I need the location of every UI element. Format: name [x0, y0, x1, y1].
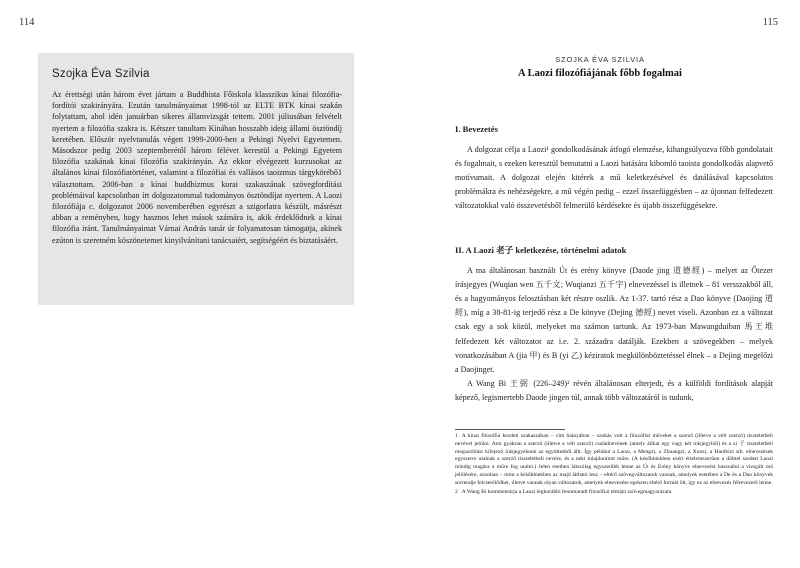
paragraph: A Wang Bi 王弼 (226–249)² révén általánosan elterjedt, és a külföldi fordítások alapját képező, legismertebb Daode jingen túl, annak több változatáról is tudunk, [455, 378, 773, 402]
author-bio-box [38, 53, 354, 305]
bio-author-name: Szojka Éva Szilvia [52, 68, 150, 80]
article-author: SZOJKA ÉVA SZILVIA [555, 55, 645, 64]
paragraph: A dolgozat célja a Laozi¹ gondolkodásának átfogó elemzése, kihangsúlyozva főbb gondolatait és fogalmait, s ezeken keresztül bemutatni a Laozi hatására kibomló taoista gondolkodás alapvető motívumait. A dolgozat elején kitérek a mű keletkezésével és datálásával kapcsolatos problémákra és nehézségekre, a mű végén pedig – ezzel összefüggésben – az újonnan felfedezett változatokkal való összevetésből felmerülő kérdésekre és újabb összefüggésekre. [455, 145, 773, 211]
right-page [400, 0, 800, 568]
footnote-divider [455, 429, 565, 430]
article-title: A Laozi filozófiájának főbb fogalmai [518, 68, 682, 79]
section-introduction [455, 122, 773, 214]
footnote [455, 433, 773, 488]
footnote-text: A Wang Bi kommentárja a Laozi legkorábbi fennmaradt filozófiai témájú szövegmagyarázata. [461, 488, 673, 495]
footnote-text: A kínai filozófia kezdeti szakaszában – cím hiányában – szokás volt a filozófiai műveket a szerző (illetve a vélt szerző) tiszteletbeli nevével jelölni. Ami gyakran a szerző (illetve a vélt szerző) családnevének (amely állhat egy vagy két írásjegyből) és a zi 子 tiszteletbeli megszólítást kifejező írásjegyeknek az együttesből állt. Így például a Laozi, a Mengzi, a Zhuangzi, a Xunzi, a Hanfeizi stb. elnevezések egyszerre utalnak a szerző tiszteletbeli nevére, és a neki tulajdonított műre. (A későbbiekben ezért értelemszerűen a dőlttel szedett Laozi mindig magára a műre fog utalni.) Jelen esetben látszólag egyszerűbb lenne az Út és Erény könyve elnevezést használni a vizsgált mű jelölésére, azonban – mint a későbbiekben az majd látható lesz – eltérő szövegváltozatok vannak, amelyek esetében a De és a Dao könyvek sorrendje felcserélődhet, illetve vannak olyan változatok, amelyek elnevezése egészen eltérő formát ölt, így ez az elnevezés félrevezető lenne. [455, 433, 773, 486]
section-heading: II. A Laozi 老子 keletkezése, történelmi adatok [455, 245, 627, 255]
footnote-number: 2 [455, 488, 458, 495]
page-number-left: 114 [19, 17, 35, 28]
section-origins [455, 243, 773, 405]
footnote-number: 1 [455, 433, 458, 439]
page-number-right: 115 [762, 17, 778, 28]
section-heading: I. Bevezetés [455, 124, 498, 134]
paragraph: A ma általánosan használt Út és erény könyve (Daode jing 道德經) – melyet az Őtezer írásjegyes (Wuqian wen 五千文; Wuqianzi 五千字) elnevezéssel is illetnek – 81 versszakból áll, és a hagyományos felosztásban két részre oszlik. Az 1-37. tartó rész a Dao könyve (Daojing 道經), míg a 38-81-ig terjedő rész a De könyve (Dejing 德經) nevet viseli. Azonban ez a változat csak egy a sok közül, melyeket ma számon tartunk. Az 1973-ban Mawangduiban 馬王堆 felfedezett két változatot az i.e. 2. századra datálják. Ezekben a szövegekben – melyek vonatkozásában A (jia 甲) és B (yi 乙) kéziratok megkülönböztetéssel élnek – a Dejing megelőzi a Daojinget. [455, 266, 773, 374]
footnotes [455, 433, 773, 497]
bio-text: Az érettségi után három évet jártam a Buddhista Főiskola klasszikus kínai filozófia-fordítói szakirányára. Ezután tanulmányaimat 1998-tól az ELTE BTK kínai szakán folytattam, ahol idén januárban sikeres államvizsgát tettem. 2001 júliusában felvételt nyertem a filozófia szakra is. Kétszer tanultam Kínában hosszabb ideig állami ösztöndíj keretében. Először nyelvtanulás végett 1999-2000-ben a Pekingi Nyelvi Egyetemen. Másodszor pedig 2003 szeptemberétől három félévet kerestül a Pekingi Egyetem filozófia szakának kínai filozófia szakirányán. Az ekkor elvégezett kurzusokat az általános kínai filozófiatörténet, valamint a filozófiai és vallásos taoizmus tárgykörébő1 választottam. 2006-ban a kínai buddhizmus korai szakaszának szövegfordítási problémáival kapcsolatban írt dolgozatommal tudományos ösztöndíjat nyertem. A Laozi filozófiája c. dolgozatot 2006 novemberében egyrészt a szigorlatra készült, másrészt abban a reményben, hogy hasznos lehet mások számára is, akik érdeklődnek a kínai filozófia iránt. Tanulmányaimat Várnai András tanár úr folyamatosan támogatja, akinek ezúton is szeretném köszönetemet kinyilvánítani tanácsaiért, segítségéért és biztatásáért. [52, 90, 342, 245]
footnote [455, 489, 773, 497]
